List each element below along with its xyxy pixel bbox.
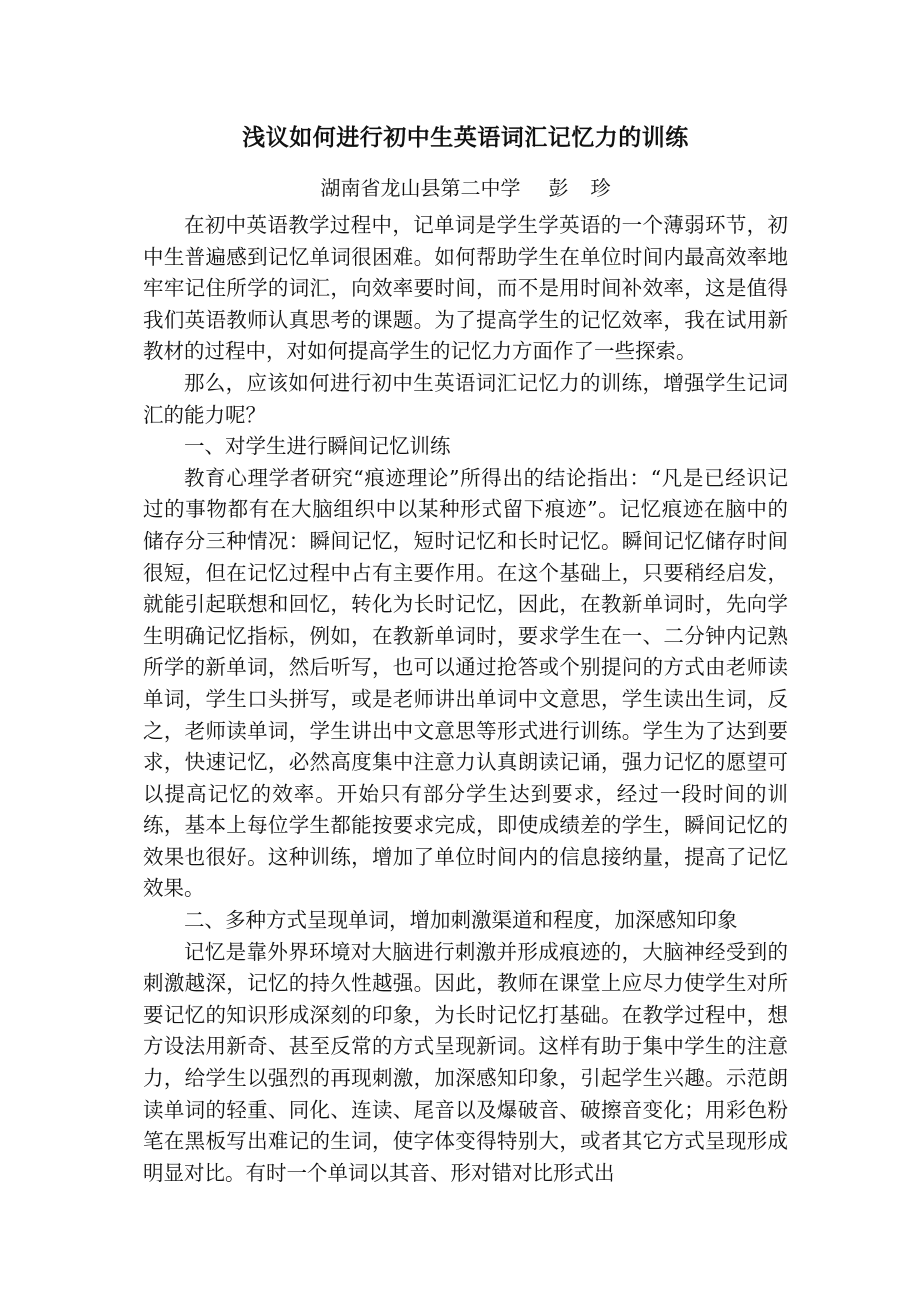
author-given-name: 珍 bbox=[590, 176, 611, 200]
document-title: 浅议如何进行初中生英语词汇记忆力的训练 bbox=[242, 124, 689, 151]
paragraph-intro-2: 那么，应该如何进行初中生英语词汇记忆力的训练，增强学生记词汇的能力呢？ bbox=[143, 370, 788, 427]
section-heading-1: 一、对学生进行瞬间记忆训练 bbox=[184, 434, 451, 459]
section-heading-2: 二、多种方式呈现单词，增加刺激渠道和程度，加深感知印象 bbox=[184, 908, 738, 933]
document-page bbox=[143, 118, 788, 1189]
paragraph-section-2: 记忆是靠外界环境对大脑进行刺激并形成痕迹的，大脑神经受到的刺激越深，记忆的持久性越强。因此，教师在课堂上应尽力使学生对所要记忆的知识形成深刻的印象，为长时记忆打基础。在教学过程中，想方设法用新奇、甚至反常的方式呈现新词。这样有助于集中学生的注意力，给学生以强烈的再现刺激，加深感知印象，引起学生兴趣。示范朗读单词的轻重、同化、连读、尾音以及爆破音、破擦音变化；用彩色粉笔在黑板写出难记的生词，使字体变得特别大，或者其它方式呈现形成明显对比。有时一个单词以其音、形对错对比形式出 bbox=[143, 939, 788, 1185]
author-surname: 彭 bbox=[548, 176, 569, 200]
document-body bbox=[143, 210, 788, 1189]
paragraph-intro-1: 在初中英语教学过程中，记单词是学生学英语的一个薄弱环节，初中生普遍感到记忆单词很困难。如何帮助学生在单位时间内最高效率地牢牢记住所学的词汇，向效率要时间，而不是用时间补效率，这是值得我们英语教师认真思考的课题。为了提高学生的记忆效率，我在试用新教材的过程中，对如何提高学生的记忆力方面作了一些探索。 bbox=[143, 213, 788, 364]
paragraph-section-1: 教育心理学者研究“痕迹理论”所得出的结论指出：“凡是已经识记过的事物都有在大脑组织中以某种形式留下痕迹”。记忆痕迹在脑中的储存分三种情况：瞬间记忆，短时记忆和长时记忆。瞬间记忆储存时间很短，但在记忆过程中占有主要作用。在这个基础上，只要稍经启发，就能引起联想和回忆，转化为长时记忆，因此，在教新单词时，先向学生明确记忆指标，例如，在教新单词时，要求学生在一、二分钟内记熟所学的新单词，然后听写，也可以通过抢答或个别提问的方式由老师读单词，学生口头拼写，或是老师讲出单词中文意思，学生读出生词，反之，老师读单词，学生讲出中文意思等形式进行训练。学生为了达到要求，快速记忆，必然高度集中注意力认真朗读记诵，强力记忆的愿望可以提高记忆的效率。开始只有部分学生达到要求，经过一段时间的训练，基本上每位学生都能按要求完成，即使成绩差的学生，瞬间记忆的效果也很好。这种训练，增加了单位时间内的信息接纳量，提高了记忆效果。 bbox=[143, 465, 788, 901]
author-school: 湖南省龙山县第二中学 bbox=[320, 176, 521, 200]
byline bbox=[143, 172, 788, 204]
